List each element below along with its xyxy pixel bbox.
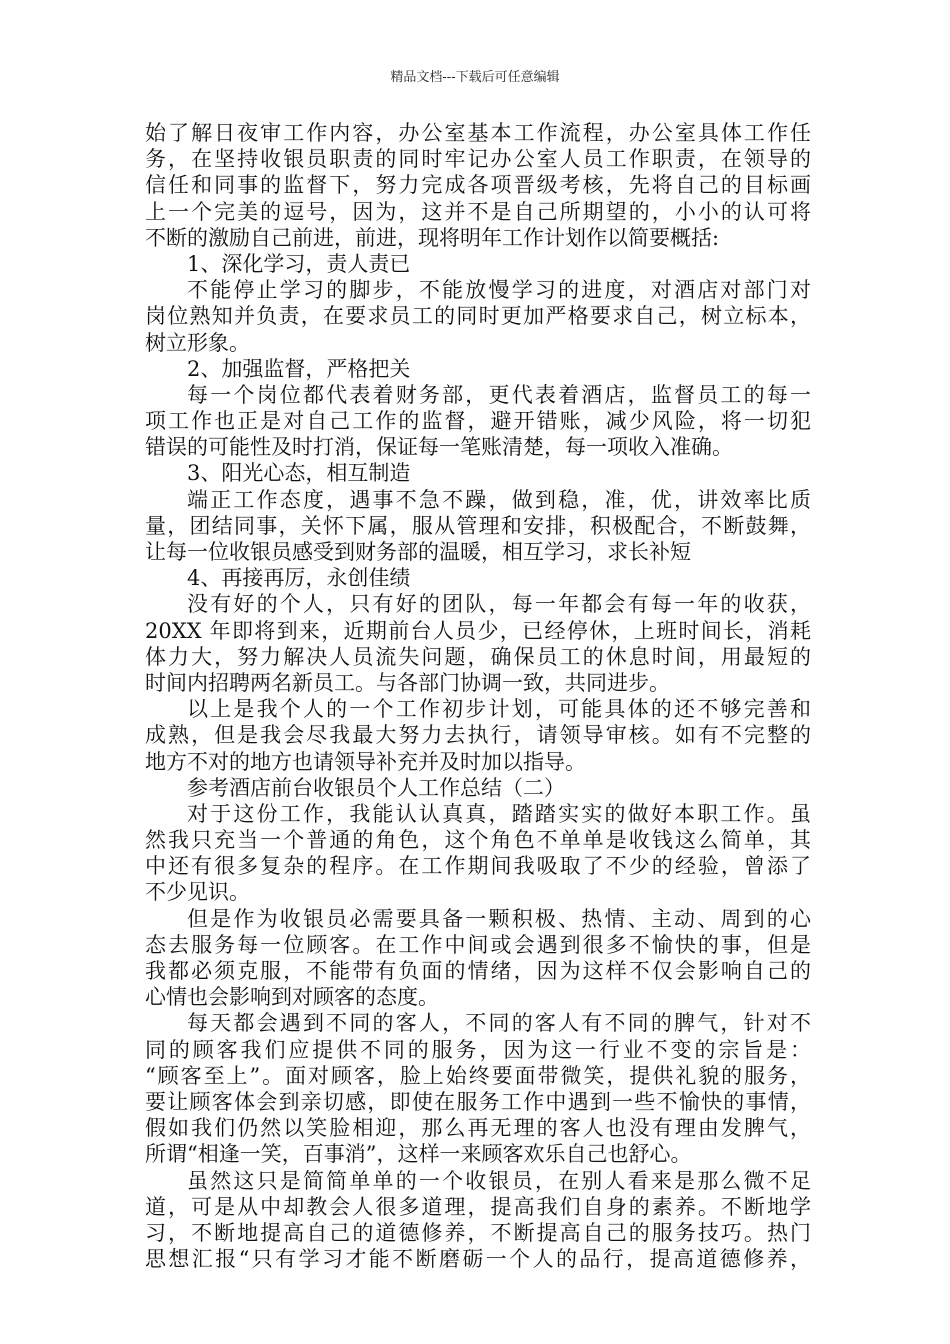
text-line: “顾客至上”。面对顾客，脸上始终要面带微笑，提供礼貌的服务，: [145, 1063, 811, 1088]
text-line: 地方不对的地方也请领导补充并及时加以指导。: [145, 749, 586, 774]
text-line: 每一个岗位都代表着财务部，更代表着酒店，监督员工的每一: [187, 382, 811, 407]
paragraph: [145, 460, 811, 486]
text-line: 同的顾客我们应提供不同的服务，因为这一行业不变的宗旨是：: [145, 1037, 811, 1062]
text-line: 3、阳光心态，相互制造: [187, 461, 411, 486]
text-line: 成熟，但是我会尽我最大努力去执行，请领导审核。如有不完整的: [145, 723, 811, 748]
text-line: 20XX 年即将到来，近期前台人员少，已经停休，上班时间长，消耗: [145, 618, 811, 643]
paragraph: [145, 120, 811, 251]
text-line: 树立形象。: [145, 330, 250, 355]
text-line: 习，不断地提高自己的道德修养，不断提高自己的服务技巧。热门: [145, 1220, 811, 1245]
text-line: 思想汇报“只有学习才能不断磨砺一个人的品行，提高道德修养，: [145, 1247, 811, 1272]
text-line: 对于这份工作，我能认认真真，踏踏实实的做好本职工作。虽: [187, 801, 811, 826]
text-line: 中还有很多复杂的程序。在工作期间我吸取了不少的经验，曾添了: [145, 854, 811, 879]
text-line: 要让顾客体会到亲切感，即使在服务工作中遇到一些不愉快的事情，: [145, 1089, 811, 1114]
paragraph: [145, 801, 811, 906]
text-line: 信任和同事的监督下，努力完成各项晋级考核，先将自己的目标画: [145, 173, 811, 198]
text-line: 时间内招聘两名新员工。与各部门协调一致，共同进步。: [145, 670, 670, 695]
text-line: 不少见识。: [145, 880, 250, 905]
paragraph: [145, 696, 811, 775]
text-line: 让每一位收银员感受到财务部的温暖，相互学习，求长补短: [145, 540, 691, 564]
text-line: 态去服务每一位顾客。在工作中间或会遇到很多不愉快的事，但是: [145, 932, 811, 957]
text-line: 务，在坚持收银员职责的同时牢记办公室人员工作职责，在领导的: [145, 147, 811, 172]
text-line: 错误的可能性及时打消，保证每一笔账清楚，每一项收入准确。: [145, 435, 733, 460]
text-line: 1、深化学习，责人责已: [187, 251, 411, 276]
text-line: 但是作为收银员必需要具备一颗积极、热情、主动、周到的心: [187, 906, 811, 931]
document-body: [145, 120, 811, 1272]
text-line: 项工作也正是对自己工作的监督，避开错账，减少风险，将一切犯: [145, 409, 811, 434]
text-line: 道，可是从中却教会人很多道理，提高我们自身的素养。不断地学: [145, 1194, 811, 1219]
paragraph: [145, 251, 811, 277]
paragraph: [145, 565, 811, 591]
text-line: 上一个完美的逗号，因为，这并不是自己所期望的，小小的认可将: [145, 199, 811, 224]
text-line: 4、再接再厉，永创佳绩: [187, 566, 411, 591]
text-line: 心情也会影响到对顾客的态度。: [145, 985, 439, 1010]
paragraph: [145, 1168, 811, 1273]
paragraph: [145, 775, 811, 801]
text-line: 没有好的个人，只有好的团队，每一年都会有每一年的收获，: [187, 592, 811, 617]
text-line: 参考酒店前台收银员个人工作总结（二）: [187, 775, 565, 800]
text-line: 不能停止学习的脚步，不能放慢学习的进度，对酒店对部门对: [187, 278, 811, 303]
text-line: 每天都会遇到不同的客人，不同的客人有不同的脾气，针对不: [187, 1011, 811, 1036]
paragraph: [145, 277, 811, 356]
text-line: 始了解日夜审工作内容，办公室基本工作流程，办公室具体工作任: [145, 121, 811, 145]
text-line: 我都必须克服，不能带有负面的情绪，因为这样不仅会影响自己的: [145, 959, 811, 983]
paragraph: [145, 356, 811, 382]
page-header: 精品文档---下载后可任意编辑: [390, 70, 560, 85]
text-line: 2、加强监督，严格把关: [187, 356, 411, 381]
paragraph: [145, 591, 811, 696]
text-line: 体力大，努力解决人员流失问题，确保员工的休息时间，用最短的: [145, 644, 811, 669]
text-line: 假如我们仍然以笑脸相迎，那么再无理的客人也没有理由发脾气，: [145, 1116, 811, 1141]
paragraph: [145, 382, 811, 461]
text-line: 以上是我个人的一个工作初步计划，可能具体的还不够完善和: [187, 697, 811, 722]
text-line: 端正工作态度，遇事不急不躁，做到稳，准，优，讲效率比质: [187, 487, 811, 512]
text-line: 所谓“相逢一笑，百事消”，这样一来顾客欢乐自己也舒心。: [145, 1142, 692, 1167]
paragraph: [145, 487, 811, 566]
paragraph: [145, 1010, 811, 1167]
text-line: 不断的激励自己前进，前进，现将明年工作计划作以简要概括:: [145, 225, 720, 250]
text-line: 量，团结同事，关怀下属，服从管理和安排，积极配合，不断鼓舞，: [145, 513, 811, 538]
paragraph: [145, 906, 811, 1011]
text-line: 岗位熟知并负责，在要求员工的同时更加严格要求自己，树立标本，: [145, 304, 811, 329]
text-line: 虽然这只是简简单单的一个收银员，在别人看来是那么微不足: [187, 1168, 811, 1193]
text-line: 然我只充当一个普通的角色，这个角色不单单是收钱这么简单，其: [145, 828, 811, 853]
